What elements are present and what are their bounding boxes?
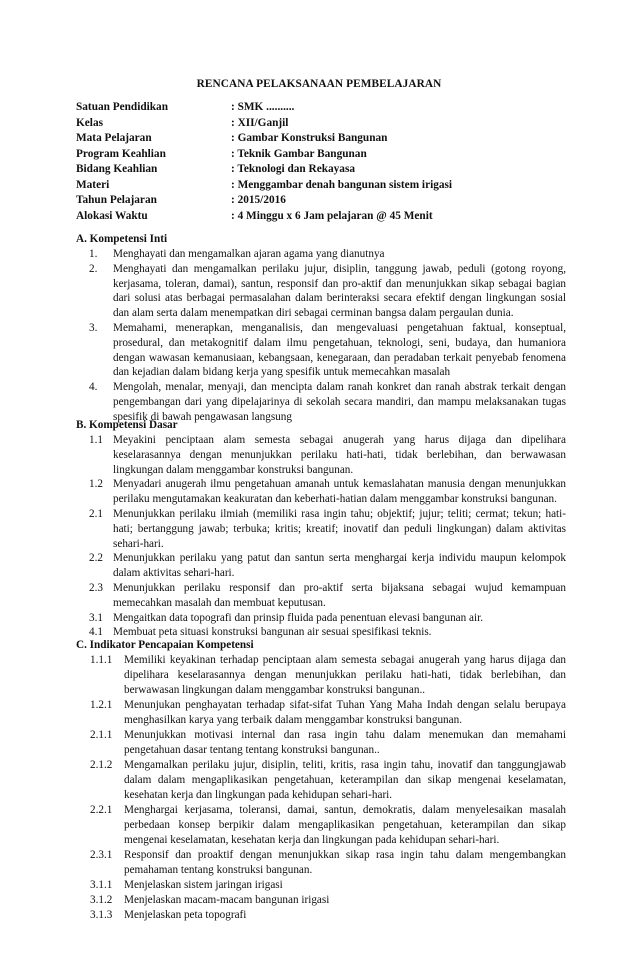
- item-number: 2.1: [89, 507, 103, 520]
- identity-value: : Gambar Konstruksi Bangunan: [231, 132, 388, 144]
- identity-row: [76, 147, 576, 163]
- identity-label: Bidang Keahlian: [76, 163, 158, 175]
- identity-label: Tahun Pelajaran: [76, 194, 157, 206]
- list-item: [76, 611, 566, 626]
- item-text: Menyadari anugerah ilmu pengetahuan amanah untuk kemaslahatan manusia dengan menunjukkan perilaku mengutamakan keakuratan dan keberhati-hatian dalam menggambar konstruksi bangunan.: [113, 478, 566, 506]
- numbered-list: [76, 433, 566, 640]
- identity-label: Satuan Pendidikan: [76, 101, 168, 113]
- list-item: [76, 893, 566, 908]
- list-item: [76, 653, 566, 698]
- identity-value: : 2015/2016: [231, 194, 286, 206]
- identity-row: [76, 209, 576, 225]
- item-text: Menghayati dan mengamalkan ajaran agama yang dianutnya: [113, 248, 385, 260]
- identity-table: [76, 100, 576, 224]
- item-text: Mengolah, menalar, menyaji, dan mencipta dalam ranah konkret dan ranah abstrak terkait dengan pengembangan dari yang dipelajarinya di sekolah secara mandiri, dan mampu melaksanakan tugas spesifik di bawah pengawasan langsung: [113, 381, 566, 423]
- identity-label: Mata Pelajaran: [76, 132, 152, 144]
- identity-value: : XII/Ganjil: [231, 116, 289, 129]
- item-number: 3.: [89, 321, 98, 334]
- list-item: [76, 551, 566, 581]
- item-number: 3.1: [89, 611, 103, 624]
- list-item: [76, 433, 566, 477]
- item-text: Menjelaskan sistem jaringan irigasi: [124, 879, 283, 891]
- item-text: Menghayati dan mengamalkan perilaku jujur, disiplin, tanggung jawab, peduli (gotong royong, kerjasama, toleran, damai), santun, responsif dan pro-aktif dan menunjukkan sikap sebagai bagian dari solusi atas berbagai permasalahan dalam berinteraksi secara efektif dengan lingkungan sosial dan alam serta dalam menempatkan diri sebagai cerminan bangsa dalam pergaulan dunia.: [113, 262, 566, 320]
- list-item: [76, 321, 566, 380]
- list-item: [76, 581, 566, 611]
- numbered-list: [76, 653, 566, 923]
- section-heading: B. Kompetensi Dasar: [76, 419, 178, 431]
- identity-label: Materi: [76, 178, 110, 191]
- identity-row: [76, 131, 576, 147]
- list-item: [76, 507, 566, 551]
- item-number: 3.1.3: [90, 909, 113, 921]
- identity-label: Kelas: [76, 116, 103, 129]
- item-text: Membuat peta situasi konstruksi bangunan air sesuai spesifikasi teknis.: [113, 626, 432, 639]
- item-text: Menjelaskan macam-macam bangunan irigasi: [124, 894, 330, 906]
- identity-value: : Teknik Gambar Bangunan: [231, 147, 367, 160]
- list-item: [76, 878, 566, 893]
- list-item: [76, 803, 566, 848]
- identity-row: [76, 100, 576, 116]
- item-number: 2.2: [89, 552, 103, 565]
- item-number: 3.1.2: [90, 894, 113, 906]
- item-text: Menunjukan penghayatan terhadap sifat-sifat Tuhan Yang Maha Indah dengan selalu berupaya menghasilkan karya yang terbaik dalam menggambar konstruksi bangunan.: [124, 699, 566, 726]
- item-number: 4.1: [89, 626, 103, 639]
- list-item: [76, 908, 566, 923]
- item-number: 1.: [89, 248, 98, 260]
- section-heading: A. Kompetensi Inti: [76, 233, 168, 245]
- numbered-list: [76, 247, 566, 425]
- item-text: Menjelaskan peta topografi: [124, 909, 247, 921]
- section-kompetensi-dasar: [76, 418, 566, 640]
- item-text: Memahami, menerapkan, menganalisis, dan mengevaluasi pengetahuan faktual, konseptual, prosedural, dan metakognitif dalam ilmu pengetahuan, teknologi, seni, budaya, dan humaniora dengan wawasan kemanusiaan, kebangsaan, kenegaraan, dan peradaban terkait penyebab fenomena dan kejadian dalam bidang kerja yang spesifik untuk memecahkan masalah: [113, 321, 566, 379]
- list-item: [76, 477, 566, 507]
- item-text: Menunjukkan perilaku ilmiah (memiliki rasa ingin tahu; objektif; jujur; teliti; cermat; tekun; hati-hati; bertanggung jawab; terbuka; kritis; kreatif; inovatif dan peduli lingkungan) dalam aktivitas sehari-hari.: [113, 507, 566, 550]
- item-number: 2.: [89, 262, 98, 275]
- item-number: 2.1.2: [90, 759, 113, 771]
- item-text: Mengaitkan data topografi dan prinsip fluida pada penentuan elevasi bangunan air.: [113, 611, 483, 624]
- identity-row: [76, 193, 576, 209]
- item-text: Mengamalkan perilaku jujur, disiplin, teliti, kritis, rasa ingin tahu, inovatif dan tanggungjawab dalam dalam mengaplikasikan pengetahuan, keterampilan dan sikap mengenai keselamatan, kesehatan kerja dan lingkungan pada kehidupan sehari-hari.: [124, 759, 566, 801]
- identity-value: : 4 Minggu x 6 Jam pelajaran @ 45 Menit: [231, 209, 433, 222]
- section-heading: C. Indikator Pencapaian Kompetensi: [76, 639, 254, 651]
- identity-label: Alokasi Waktu: [76, 209, 148, 222]
- section-kompetensi-inti: [76, 232, 566, 425]
- identity-row: [76, 116, 576, 132]
- item-number: 1.1: [89, 434, 103, 446]
- item-number: 2.3: [89, 581, 103, 594]
- item-number: 2.1.1: [90, 729, 113, 741]
- item-number: 3.1.1: [90, 879, 113, 891]
- item-text: Menunjukkan motivasi internal dan rasa ingin tahu dalam menemukan dan memahami pengetahuan dasar tentang tentang konstruksi bangunan..: [124, 729, 566, 756]
- item-number: 2.2.1: [90, 804, 113, 816]
- list-item: [76, 728, 566, 758]
- list-item: [76, 848, 566, 878]
- identity-label: Program Keahlian: [76, 147, 166, 160]
- list-item: [76, 262, 566, 321]
- item-text: Menghargai kerjasama, toleransi, damai, santun, demokratis, dalam menyelesaikan masalah perbedaan konsep berpikir dalam mengaplikasikan pengetahuan, keterampilan dan sikap mengenai keselamatan, kesehatan kerja dan lingkungan pada kehidupan sehari-hari.: [124, 804, 566, 846]
- list-item: [76, 698, 566, 728]
- identity-row: [76, 178, 576, 194]
- identity-value: : Teknologi dan Rekayasa: [231, 163, 355, 175]
- item-number: 1.2.1: [90, 699, 113, 711]
- document-title: RENCANA PELAKSANAAN PEMBELAJARAN: [196, 78, 442, 90]
- list-item: [76, 758, 566, 803]
- identity-value: : SMK ..........: [231, 101, 295, 113]
- section-indikator: [76, 638, 566, 923]
- item-number: 2.3.1: [90, 849, 113, 861]
- item-text: Meyakini penciptaan alam semesta sebagai anugerah yang harus dijaga dan dipelihara keselarasannya dengan menunjukkan perilaku hati-hati, tidak berlebihan, dan berwawasan lingkungan dalam menggambar konstruksi bangunan.: [113, 434, 566, 476]
- item-number: 4.: [89, 381, 98, 394]
- item-text: Responsif dan proaktif dengan menunjukkan sikap rasa ingin tahu dalam mengembangkan pemahaman tentang konstruksi bangunan.: [124, 849, 566, 876]
- identity-row: [76, 162, 576, 178]
- item-text: Memiliki keyakinan terhadap penciptaan alam semesta sebagai anugerah yang harus dijaga dan dipelihara keselarasannya dengan menunjukkan perilaku hati-hati, tidak berlebihan, dan berwawasan lingkungan dalam menggambar konstruksi bangunan..: [124, 654, 566, 696]
- item-text: Menunjukkan perilaku responsif dan pro-aktif serta bijaksana sebagai wujud kemampuan memecahkan masalah dan membuat keputusan.: [113, 581, 566, 609]
- list-item: [76, 247, 566, 262]
- item-text: Menunjukkan perilaku yang patut dan santun serta menghargai kerja individu maupun kelompok dalam aktivitas sehari-hari.: [113, 552, 566, 580]
- item-number: 1.2: [89, 478, 103, 491]
- identity-value: : Menggambar denah bangunan sistem irigasi: [231, 178, 453, 191]
- item-number: 1.1.1: [90, 654, 113, 666]
